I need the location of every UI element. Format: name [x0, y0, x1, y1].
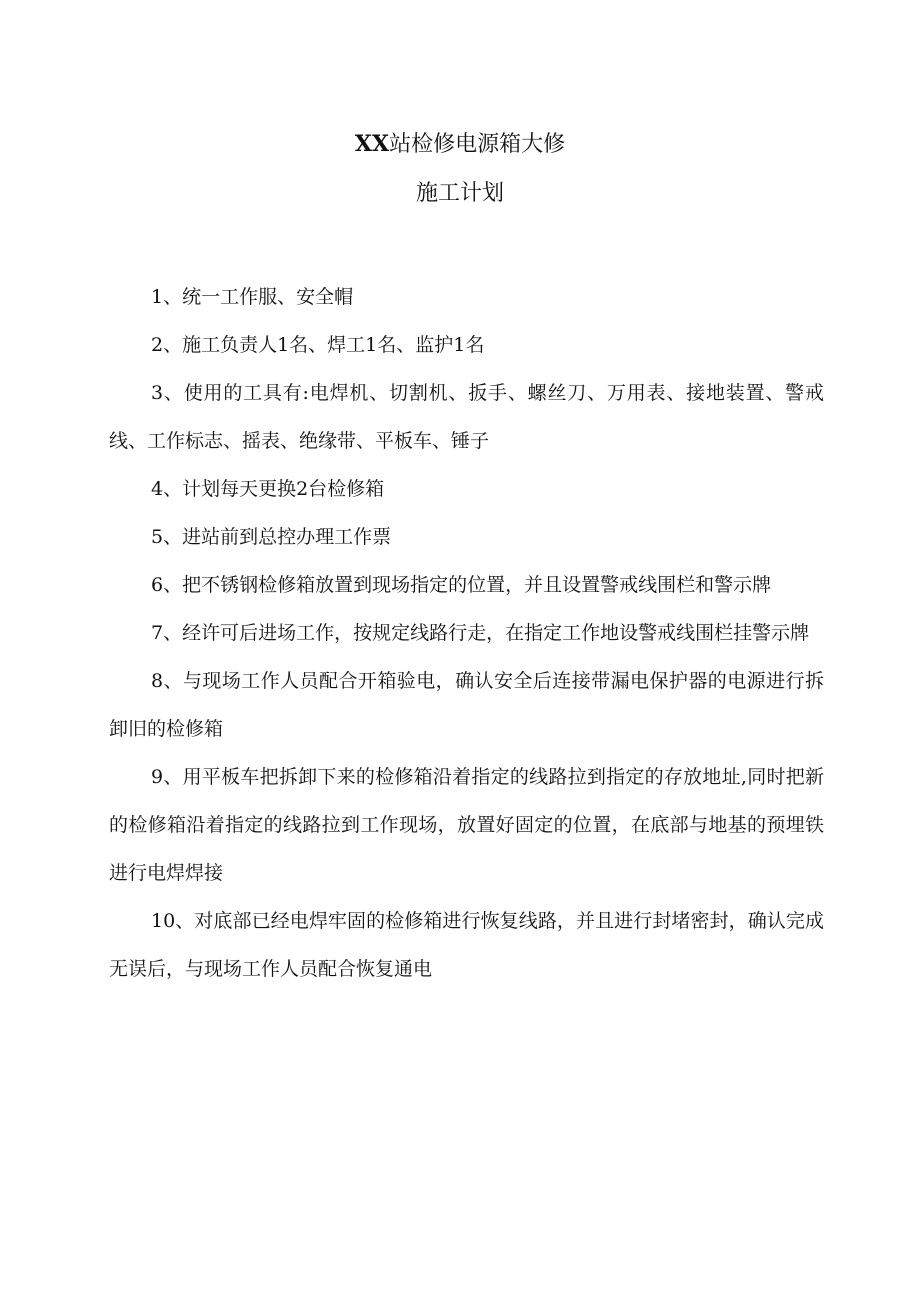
paragraph-5: 5、进站前到总控办理工作票: [151, 526, 392, 548]
station-code: XX: [354, 131, 390, 157]
document-body: [109, 273, 824, 993]
paragraph-3: 3、使用的工具有:电焊机、切割机、扳手、螺丝刀、万用表、接地装置、警戒线、工作标志、摇表、绝缘带、平板车、锤子: [109, 382, 824, 452]
paragraph-7: 7、经许可后进场工作，按规定线路行走，在指定工作地设警戒线围栏挂警示牌: [151, 622, 810, 644]
paragraph-8: 8、与现场工作人员配合开箱验电，确认安全后连接带漏电保护器的电源进行拆卸旧的检修箱: [109, 670, 824, 740]
paragraph-6: 6、把不锈钢检修箱放置到现场指定的位置，并且设置警戒线围栏和警示牌: [151, 574, 772, 596]
document-title: [0, 129, 920, 160]
paragraph-10: 10、对底部已经电焊牢固的检修箱进行恢复线路，并且进行封堵密封，确认完成无误后，与现场工作人员配合恢复通电: [109, 910, 824, 980]
paragraph-2: 2、施工负责人1名、焊工1名、监护1名: [151, 334, 485, 356]
title-text: 站检修电源箱大修: [389, 132, 566, 157]
paragraph-9: 9、用平板车把拆卸下来的检修箱沿着指定的线路拉到指定的存放地址,同时把新的检修箱沿着指定的线路拉到工作现场，放置好固定的位置，在底部与地基的预埋铁进行电焊焊接: [109, 766, 824, 884]
paragraph-1: 1、统一工作服、安全帽: [151, 286, 354, 308]
paragraph-4: 4、计划每天更换2台检修箱: [151, 478, 385, 500]
document-subtitle: 施工计划: [415, 181, 504, 206]
